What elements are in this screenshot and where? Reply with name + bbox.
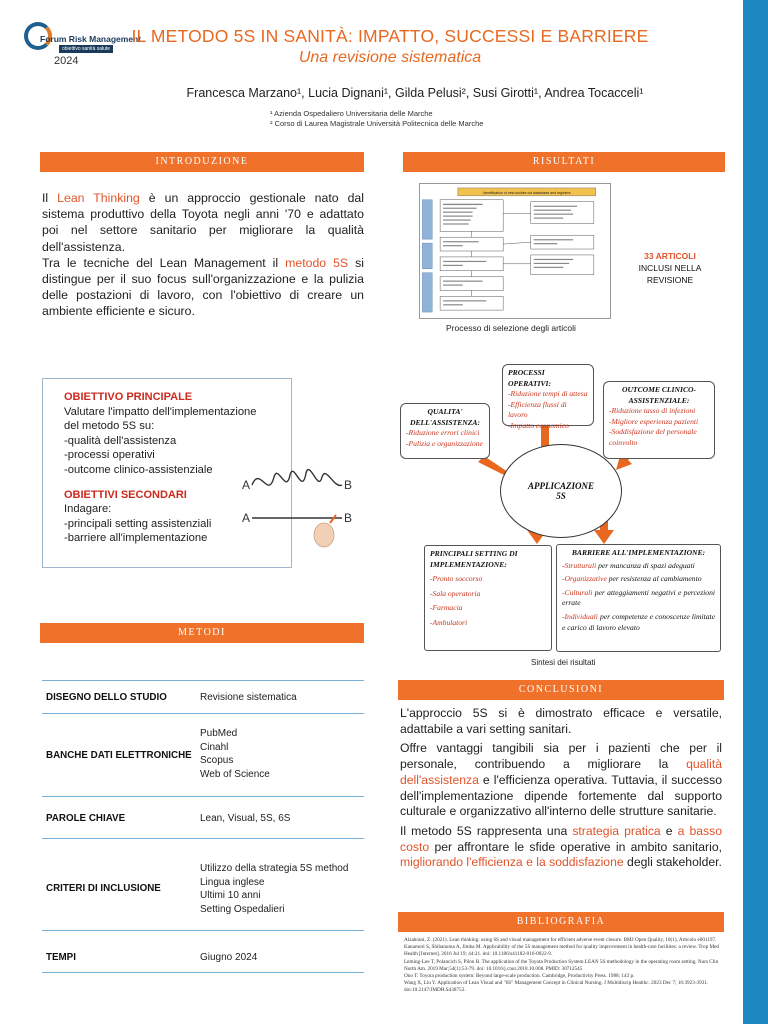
method-label: TEMPI [46,952,76,963]
quality-item: -Pulizia e organizzazione [406,438,483,448]
center-label-5s: 5S [556,491,566,501]
main-objective-line: Valutare l'impatto dell'implementazione [64,405,257,418]
flow-box [531,235,594,249]
bibliography-list [400,937,730,995]
settings-title: PRINCIPALI SETTING DI IMPLEMENTAZIONE: [430,549,518,569]
articles-count: 33 ARTICOLI [644,251,696,261]
processes-item: -Efficienza flussi di lavoro [508,399,567,420]
settings-box [424,545,552,651]
conclusion-paragraph: L'approccio 5S si è dimostrato efficace e versatile, adattabile a vari setting sanitari. [400,706,722,736]
articles-summary [615,250,725,286]
flow-caption: Processo di selezione degli articoli [446,323,576,333]
scribble-end-label: B [344,478,353,492]
scribble-line [252,470,342,486]
main-objective-line: -qualità dell'assistenza [64,434,177,447]
center-ellipse [500,444,622,538]
main-objective-title: OBIETTIVO PRINCIPALE [64,391,193,403]
outcome-box [603,381,715,459]
method-value: Lean, Visual, 5S, 6S [200,813,291,824]
conclusion-paragraph: Offre vantaggi tangibili sia per i pazienti che per il personale, contribuendo a migliorare la qualità dell'assistenza e l'efficienza operativa. Tuttavia, il successo dell'implementazione dipende fortemente dal supporto culturale e organizzativo all'interno delle strutture sanitarie. [400,741,722,819]
section-bibliography-header: BIBLIOGRAFIA [398,912,724,932]
straight-end-label: B [344,511,353,525]
method-label: BANCHE DATI ELETTRONICHE [46,750,192,761]
lean-thinking-highlight: Lean Thinking [57,191,140,205]
table-row-divider [42,838,364,839]
articles-label: INCLUSI NELLA REVISIONE [638,263,702,285]
synthesis-caption: Sintesi dei risultati [531,658,596,667]
table-row-divider [42,972,364,973]
table-row-divider [42,680,364,681]
section-intro-header: INTRODUZIONE [40,152,364,172]
settings-item: -Pronto soccorso [430,574,483,584]
reference-item: Wang X, Liu Y. Application of Lean Visual and "6S" Management Concept in Clinical Nursing. J Multidiscip Healthc. 2023 Dec 7; 16:3923-3931. doi:10.2147/JMDH.S438753. [404,980,709,994]
forum-logo [24,22,142,72]
section-results-header: RISULTATI [403,152,725,172]
main-objective-line: del metodo 5S su: [64,420,155,433]
reference-item: Kanamori S, Shibanuma A, Jimba M. Applicability of the 5S management method for quality improvement in health-care facilities: a review. Trop Med Health [Internet]. 2016 Jul 19; 44:21. doi: 10.1186/s41182-016-0022-9. [404,944,720,958]
section-methods-header: METODI [40,623,364,643]
reference-item: Leming-Lee T, Polancich S, Pilon B. The application of the Toyota Production System LEAN 5S methodology in the operating room setting. Nurs Clin North Am. 2019 Mar;54(1):53-79. doi: 10.1016/j.cnur.2018.10.008. PMID: 30712545 [404,958,719,972]
affiliation-1: ¹ Azienda Ospedaliero Universitaria delle Marche [270,109,433,118]
prisma-flow-diagram [419,183,611,319]
flow-box [531,255,594,275]
secondary-objective-line: Indagare: [64,503,112,516]
secondary-objective-line: -principali setting assistenziali [64,517,212,530]
barrier-item: -Organizzative per resistenza al cambiamento [562,574,702,584]
method-value: Utilizzo della strategia 5S method Lingua inglese Ultimi 10 anni Setting Ospedalieri [200,863,349,915]
straight-start-label: A [242,511,251,525]
conclusions-text [400,706,722,875]
table-row-divider [42,713,364,714]
barrier-item: -Individuali per competenze e conoscenze limitate e carico di lavoro elevato [562,611,715,632]
flow-box [440,296,503,310]
quality-title: QUALITA' DELL'ASSISTENZA: [409,407,481,427]
method-value: Giugno 2024 [200,952,258,963]
quality-box [400,403,490,459]
processes-item: -Riduzione tempi di attesa [508,389,588,399]
intro-text: Il Lean Thinking è un approccio gestionale nato dal sistema produttivo della Toyota negli anni '70 e adattato poi nel settore sanitario per migliorare la qualità dell'assistenza. Tra le tecniche del Lean Management il metodo 5S si distingue per il suo focus sull'organizzazione e la pulizia delle postazioni di lavoro, con l'obiettivo di creare un ambiente efficiente e sicuro. [42,191,365,319]
poster-title: IL METODO 5S IN SANITÀ: IMPATTO, SUCCESSI E BARRIERE [131,26,649,46]
scribble-to-line-illustration [238,455,358,550]
section-conclusions-header: CONCLUSIONI [398,680,724,700]
hand-icon [314,523,334,547]
flow-phase-identification [422,200,432,239]
authors: Francesca Marzano¹, Lucia Dignani¹, Gilda Pelusi², Susi Girotti¹, Andrea Tocacceli¹ [186,86,644,100]
processes-item: -Impatto economico [508,420,569,430]
method-value: Revisione sistematica [200,692,297,703]
barrier-item: -Strutturali per mancanza di spazi adeguati [562,560,695,570]
outcome-title: OUTCOME CLINICO-ASSISTENZIALE: [621,385,697,405]
barrier-item: -Culturali per atteggiamenti negativi e percezioni errate [562,587,715,608]
side-stripe [743,0,768,1024]
method-label: CRITERI DI INCLUSIONE [46,883,161,894]
outcome-item: -Soddisfazione del personale coinvolto [609,427,697,447]
logo-tagline: obiettivo sanità salute [59,45,113,53]
table-row-divider [42,796,364,797]
main-objective-line: -processi operativi [64,449,155,462]
barriers-box [556,544,721,652]
scribble-start-label: A [242,478,251,492]
conclusion-paragraph: Il metodo 5S rappresenta una strategia pratica e a basso costo per affrontare le sfide operative in ambito sanitario, migliorando l'efficienza e la soddisfazione degli stakeholder. [400,823,722,870]
settings-item: -Sala operatoria [430,588,481,598]
secondary-objective-title: OBIETTIVI SECONDARI [64,488,187,501]
main-objective-line: -outcome clinico-assistenziale [64,463,213,476]
flow-phase-screening [422,243,432,269]
flow-box [440,257,503,271]
logo-name: Forum Risk Management [40,34,142,44]
affiliation-2: ² Corso di Laurea Magistrale Università Politecnica delle Marche [270,119,484,128]
logo-year: 2024 [54,55,79,67]
metodo-5s-highlight: metodo 5S [285,255,349,270]
processes-box [502,364,594,430]
flow-box [440,277,503,291]
table-row-divider [42,930,364,931]
method-value: PubMed Cinahl Scopus Web of Science [200,728,270,780]
flow-box [531,202,594,224]
method-label: DISEGNO DELLO STUDIO [46,692,167,703]
quality-item: -Riduzione errori clinici [406,428,480,438]
secondary-objective-line: -barriere all'implementazione [64,532,208,545]
outcome-item: -Migliore esperienza pazienti [609,416,699,426]
reference-item: Ono T. Toyota production system: Beyond large-scale production. Cambridge, Productivity Press. 1988; 143 p. [404,973,635,980]
method-label: PAROLE CHIAVE [46,813,126,824]
reference-item: Alzahrani, Z. (2021). Lean thinking: using 6S and visual management for efficient adverse event closure. BMJ Open Quality, 10(1), Articolo e001197. [404,937,717,943]
flow-phase-included [422,273,432,312]
flow-header-text: Identification of new studies via databases and registers [483,190,571,195]
barriers-title: BARRIERE ALL'IMPLEMENTAZIONE: [571,548,706,557]
processes-title: PROCESSI OPERATIVI: [508,368,552,388]
poster-subtitle: Una revisione sistematica [298,49,482,66]
flow-box [440,237,503,251]
settings-item: -Ambulatori [430,617,468,627]
center-label: APPLICAZIONE [527,481,594,491]
pencil-icon [330,515,336,523]
outcome-item: -Riduzione tasso di infezioni [609,406,696,416]
settings-item: -Farmacia [430,603,463,613]
